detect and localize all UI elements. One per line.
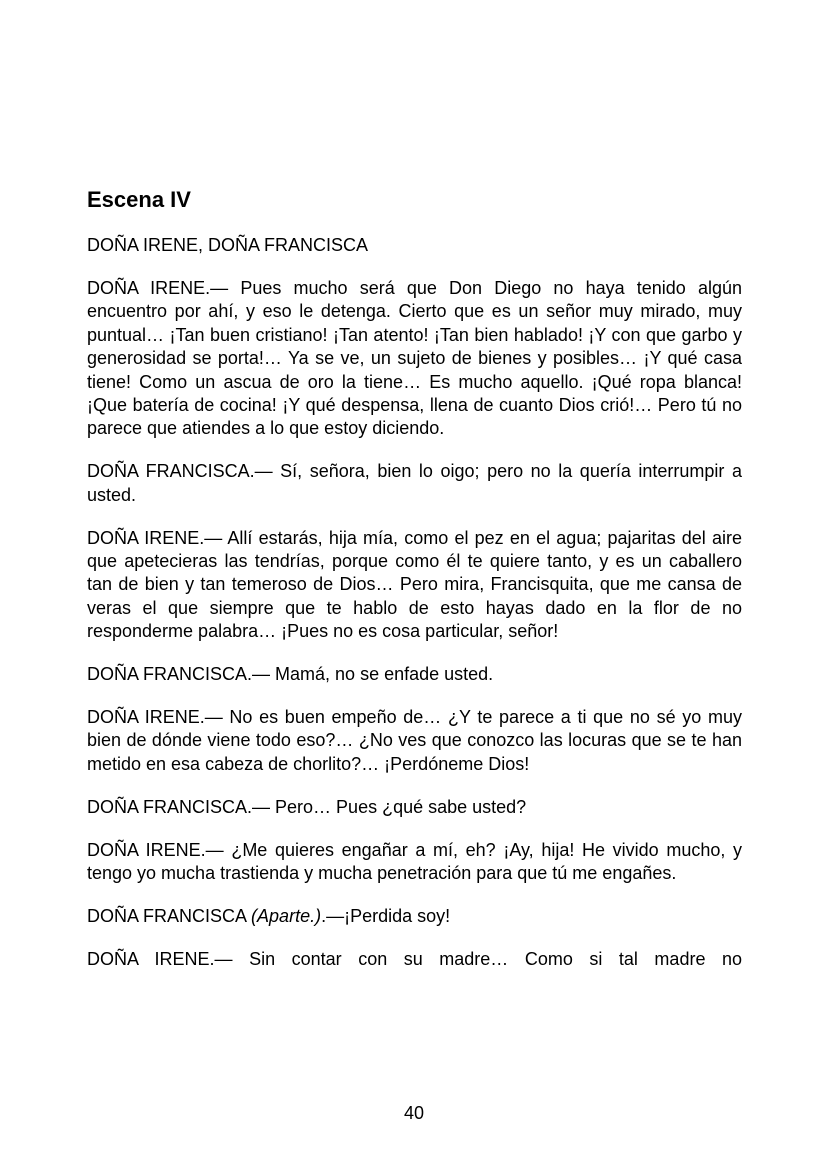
dialogue-text: .—¡Perdida soy! xyxy=(321,905,451,926)
dialogue-text: No es buen empeño de… ¿Y te parece a ti que no sé yo muy bien de dónde viene todo eso?… ¿No ves que conozco las locuras que se te han metido en esa cabeza de chorlito?… ¡Perdóneme Dios! xyxy=(87,707,742,774)
dialogue-text: Pero… Pues ¿qué sabe usted? xyxy=(270,796,527,817)
dialogue-text: Sin contar con su madre… Como si tal madre no xyxy=(232,948,743,969)
speaker-name: DOÑA IRENE.— xyxy=(87,948,233,969)
speaker-name: DOÑA IRENE.— xyxy=(87,839,224,860)
page-number: 40 xyxy=(403,1103,425,1123)
dialogue-line xyxy=(87,948,742,971)
speaker-name: DOÑA IRENE.— xyxy=(87,277,229,298)
scene-characters: DOÑA IRENE, DOÑA FRANCISCA xyxy=(87,235,369,255)
dialogue-line xyxy=(87,706,742,776)
speaker-name: DOÑA FRANCISCA.— xyxy=(87,461,273,482)
dialogue-line xyxy=(87,277,742,441)
speaker-name: DOÑA IRENE.— xyxy=(87,707,223,727)
stage-direction: (Aparte.) xyxy=(251,905,322,926)
dialogue-line xyxy=(87,460,742,507)
speaker-name: DOÑA FRANCISCA.— xyxy=(87,664,271,685)
dialogue-text: ¿Me quieres engañar a mí, eh? ¡Ay, hija! He vivido mucho, y tengo yo mucha trastienda y mucha penetración para que tú me engañes. xyxy=(87,839,742,884)
speaker-name: DOÑA FRANCISCA.— xyxy=(87,796,271,817)
scene-title: Escena IV xyxy=(87,187,191,212)
speaker-name: DOÑA IRENE.— xyxy=(87,527,223,548)
dialogue-line xyxy=(87,905,742,928)
dialogue-line xyxy=(87,663,742,686)
dialogue-text: Sí, señora, bien lo oigo; pero no la quería interrumpir a usted. xyxy=(87,461,742,505)
dialogue-text: Mamá, no se enfade usted. xyxy=(270,664,494,685)
speaker-name: DOÑA FRANCISCA xyxy=(87,905,247,926)
dialogue-text: Allí estarás, hija mía, como el pez en el agua; pajaritas del aire que apetecieras las tendrías, porque como él te quiere tanto, y es un caballero tan de bien y tan temeroso de Dios… Pero mira, Francisquita, que me cansa de veras el que siempre que te hablo de esto hayas dado en la flor de no responderme palabra… ¡Pues no es cosa particular, señor! xyxy=(87,527,742,642)
dialogue-line xyxy=(87,796,742,819)
page-content xyxy=(87,186,742,991)
dialogue-line xyxy=(87,839,742,886)
dialogue-line xyxy=(87,527,742,644)
dialogue-text: Pues mucho será que Don Diego no haya tenido algún encuentro por ahí, y eso le detenga. Cierto que es un señor muy mirado, muy puntual… ¡Tan buen cristiano! ¡Tan atento! ¡Tan bien hablado! ¡Y con que garbo y generosidad se porta!… Ya se ve, un sujeto de bienes y posibles… ¡Y qué casa tiene! Como un ascua de oro la tiene… Es mucho aquello. ¡Qué ropa blanca! ¡Que batería de cocina! ¡Y qué despensa, llena de cuanto Dios crió!… Pero tú no parece que atiendes a lo que estoy diciendo. xyxy=(87,277,742,439)
